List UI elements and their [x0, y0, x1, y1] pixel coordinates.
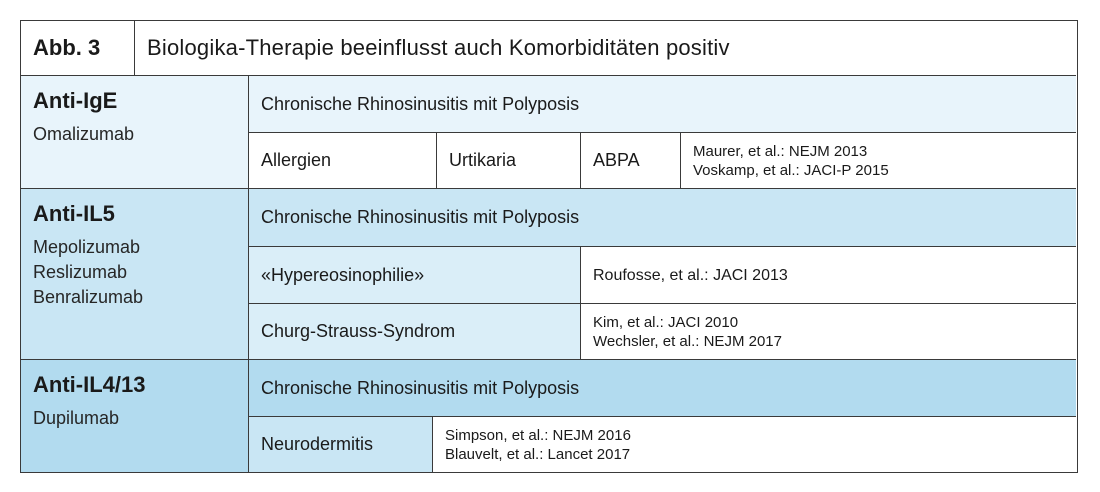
group-anti-il5	[21, 189, 1076, 359]
reference: Blauvelt, et al.: Lancet 2017	[445, 445, 631, 463]
group-left-cell	[21, 360, 249, 472]
figure-label: Abb. 3	[21, 21, 135, 75]
table-title: Biologika-Therapie beeinflusst auch Komorbiditäten positiv	[147, 35, 730, 60]
reference: Simpson, et al.: NEJM 2016	[445, 426, 631, 444]
reference: Kim, et al.: JACI 2010	[593, 313, 739, 331]
comorbidity-cell: Chronische Rhinosinusitis mit Polyposis	[261, 207, 580, 227]
drug-class: Anti-IgE	[33, 88, 118, 113]
comorbidity-cell: Churg-Strauss-Syndrom	[249, 304, 581, 359]
comorbidity-cell: ABPA	[581, 133, 681, 188]
reference: Roufosse, et al.: JACI 2013	[593, 266, 788, 284]
reference-cell	[433, 417, 1076, 472]
table-row	[249, 76, 1076, 132]
table-row	[249, 189, 1076, 246]
group-left-cell	[21, 189, 249, 359]
group-left-cell	[21, 76, 249, 188]
table-row	[249, 133, 1076, 188]
generic-name: Reslizumab	[33, 262, 128, 282]
comorbidity-cell: Neurodermitis	[249, 417, 433, 472]
generic-name: Omalizumab	[33, 124, 135, 144]
group-anti-ige	[21, 76, 1076, 188]
reference-cell	[581, 247, 1076, 303]
generic-name: Mepolizumab	[33, 237, 141, 257]
comorbidity-cell: Urtikaria	[437, 133, 581, 188]
generic-name: Benralizumab	[33, 287, 144, 307]
drug-class: Anti-IL5	[33, 201, 115, 226]
comorbidity-cell: Allergien	[249, 133, 437, 188]
reference-cell	[681, 133, 1076, 188]
comorbidity-cell: «Hypereosinophilie»	[249, 247, 581, 303]
table-row	[249, 360, 1076, 416]
table-row	[249, 304, 1076, 359]
generic-name: Dupilumab	[33, 408, 120, 428]
drug-class: Anti-IL4/13	[33, 372, 146, 397]
comorbidity-table	[20, 20, 1078, 473]
reference: Voskamp, et al.: JACI-P 2015	[693, 161, 889, 179]
group-anti-il4-13	[21, 360, 1076, 472]
reference: Wechsler, et al.: NEJM 2017	[593, 332, 782, 350]
reference-cell	[581, 304, 1076, 359]
reference: Maurer, et al.: NEJM 2013	[693, 142, 868, 160]
comorbidity-cell: Chronische Rhinosinusitis mit Polyposis	[261, 377, 580, 398]
table-row	[249, 417, 1076, 472]
table-row	[249, 247, 1076, 303]
comorbidity-cell: Chronische Rhinosinusitis mit Polyposis	[261, 93, 580, 114]
